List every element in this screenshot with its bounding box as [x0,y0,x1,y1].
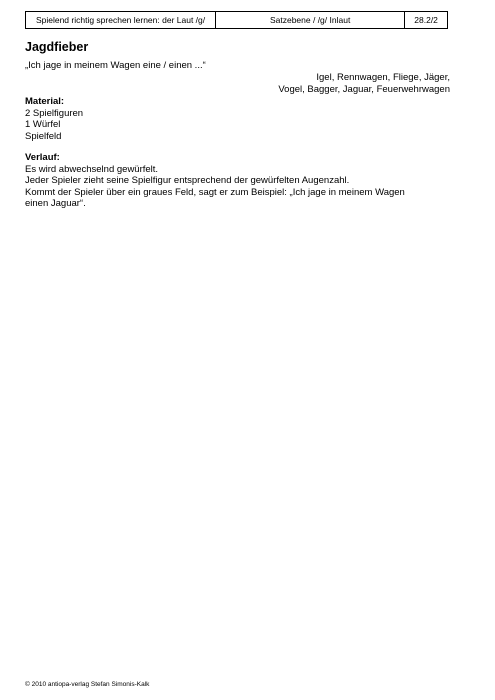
quote-sentence: „Ich jage in meinem Wagen eine / einen ...“ [25,60,206,71]
header-course: Spielend richtig sprechen lernen: der Laut /g/ [26,12,216,28]
verlauf-line: Kommt der Spieler über ein graues Feld, sagt er zum Beispiel: „Ich jage in meinem Wagen [25,186,405,198]
material-heading: Material: [25,96,65,107]
material-item: 2 Spielfiguren [25,107,84,119]
header-table [25,11,448,29]
verlauf-line: Jeder Spieler zieht seine Spielfigur entsprechend der gewürfelten Augenzahl. [25,175,350,186]
header-page-number: 28.2/2 [414,15,438,25]
material-item: 1 Würfel [25,119,61,130]
copyright-footer: © 2010 antiopa-verlag Stefan Simonis-Kalk [25,681,150,688]
header-level: Satzebene / /g/ Inlaut [216,12,405,28]
verlauf-section [25,152,450,210]
verlauf-line: Es wird abwechselnd gewürfelt. [25,163,159,175]
material-section [25,96,450,142]
verlauf-line: einen Jaguar“. [25,198,86,209]
word-list [25,72,450,95]
material-item: Spielfeld [25,130,62,142]
page-title: Jagdfieber [25,40,89,54]
word-line: Igel, Rennwagen, Fliege, Jäger, [316,72,450,83]
word-line: Vogel, Bagger, Jaguar, Feuerwehrwagen [278,83,450,95]
verlauf-heading: Verlauf: [25,152,60,163]
